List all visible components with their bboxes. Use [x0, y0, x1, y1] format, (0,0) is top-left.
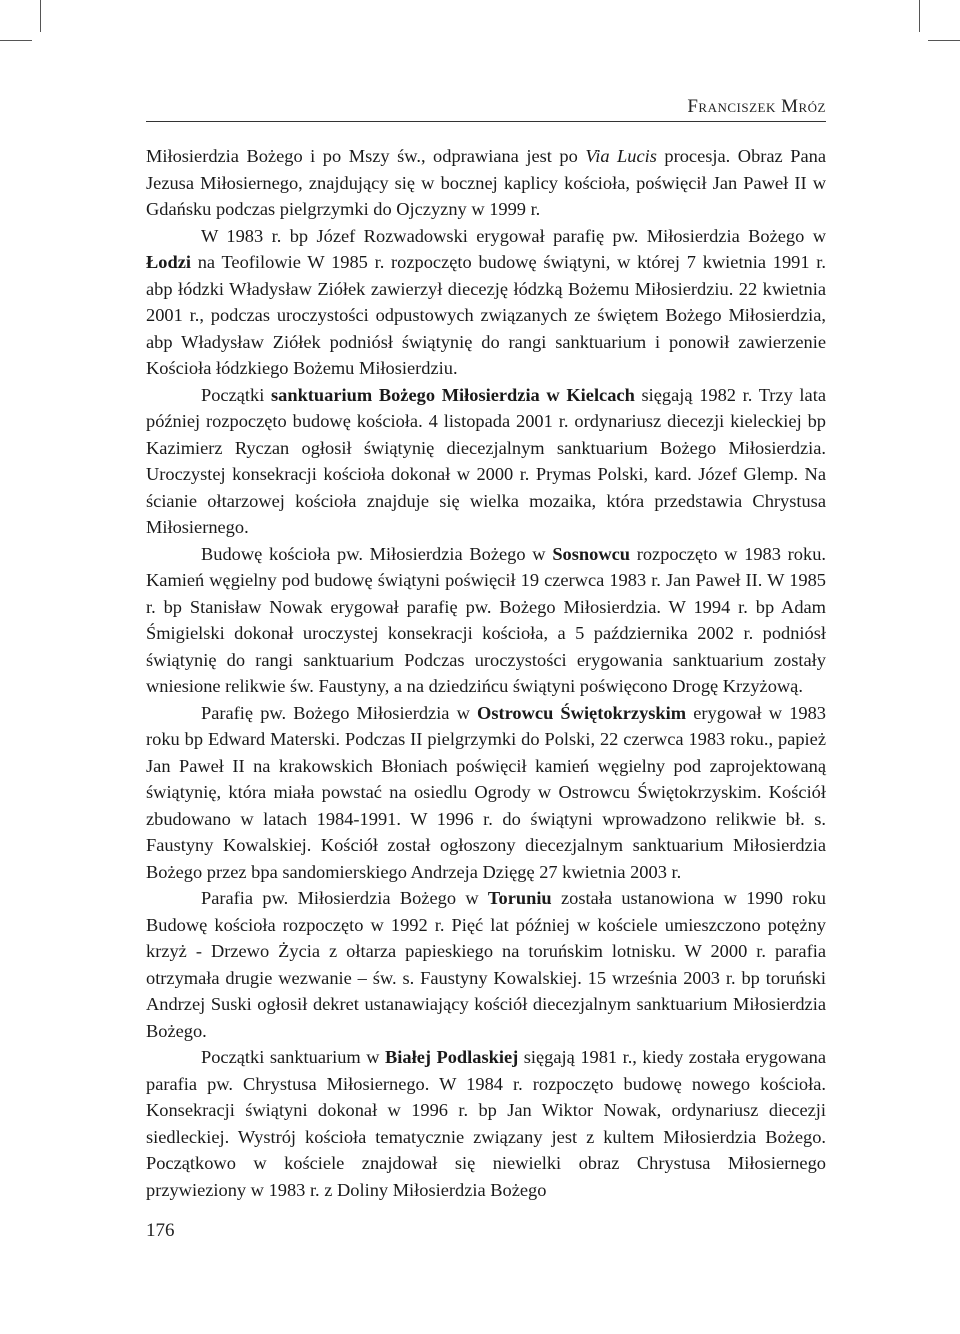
text-run: na Teofilowie W 1985 r. rozpoczęto budowę świątyni, w której 7 kwietnia 1991 r. abp łódzki Władysław Ziółek zawierzył diecezję łódzką Bożemu Miłosierdziu. 22 kwietnia 2001 r., podczas uroczystości odpustowych związanych ze świętem Bożego Miłosierdzia, abp Władysław Ziółek podniósł świątynię do rangi sanktuarium i ponowił zawierzenie Kościoła łódzkiego Bożemu Miłosierdziu.	[146, 252, 826, 378]
place-name: Sosnowcu	[552, 543, 630, 564]
place-name: sanktuarium Bożego Miłosierdzia w Kielcach	[271, 384, 635, 405]
place-name: Toruniu	[487, 888, 552, 908]
crop-mark	[0, 40, 32, 41]
paragraph	[146, 1044, 826, 1203]
text-run: sięgają 1982 r. Trzy lata później rozpoczęto budowę kościoła. 4 listopada 2001 r. ordynariusz diecezji kieleckiej bp Kazimierz Ryczan ogłosił świątynię diecezjalnym sanktuarium Bożego Miłosierdzia. Uroczystej konsekracji kościoła dokonał w 2000 r. Prymas Polski, kard. Józef Glemp. Na ścianie ołtarzowej kościoła znajduje się wielka mozaika, która przedstawia Chrystusa Miłosiernego.	[146, 384, 826, 537]
text-run: Parafia pw. Miłosierdzia Bożego w	[201, 888, 488, 908]
paragraph	[146, 885, 826, 1044]
text-run: Parafię pw. Bożego Miłosierdzia w	[201, 702, 478, 723]
text-run: Początki sanktuarium w	[201, 1047, 386, 1067]
header-rule	[146, 121, 826, 122]
crop-mark	[928, 40, 960, 41]
body-text	[146, 143, 826, 1203]
italic-term: Via Lucis	[585, 146, 657, 166]
paragraph	[146, 700, 826, 886]
paragraph	[146, 143, 826, 223]
text-run: erygował w 1983 roku bp Edward Materski. Podczas II pielgrzymki do Polski, 22 czerwca 1983 roku., papież Jan Paweł II na krakowskich Błoniach poświęcił kamień węgielny pod zaprojektowaną świątynię, która miała powstać na osiedlu Ogrody w Ostrowcu Świętokrzyskim. Kościół zbudowano w latach 1984-1991. W 1996 r. do świątyni wprowadzono relikwie bł. s. Faustyny Kowalskiej. Kościół został ogłoszony diecezjalnym sanktuarium Miłosierdzia Bożego przez bpa sandomierskiego Andrzeja Dzięgę 27 kwietnia 2003 r.	[146, 702, 826, 882]
text-run: W 1983 r. bp Józef Rozwadowski erygował parafię pw. Miłosierdzia Bożego w	[201, 225, 826, 246]
text-run: Budowę kościoła pw. Miłosierdzia Bożego w	[201, 543, 553, 564]
text-run: sięgają 1981 r., kiedy została erygowana parafia pw. Chrystusa Miłosiernego. W 1984 r. rozpoczęto budowę nowego kościoła. Konsekracji świątyni dokonał w 1996 r. bp Jan Wiktor Nowak, ordynariusz diecezji siedleckiej. Wystrój kościoła tematycznie związany jest z kultem Miłosierdzia Bożego. Początkowo w kościele znajdował się niewielki obraz Chrystusa Miłosiernego przywieziony w 1983 r. z Doliny Miłosierdzia Bożego	[146, 1047, 827, 1200]
place-name: Białej Podlaskiej	[385, 1047, 519, 1067]
place-name: Łodzi	[146, 252, 191, 272]
paragraph	[146, 223, 826, 382]
paragraph	[146, 541, 826, 700]
text-run: rozpoczęto w 1983 roku. Kamień węgielny pod budowę świątyni poświęcił 19 czerwca 1983 r. Jan Paweł II. W 1985 r. bp Stanisław Nowak erygował parafię pw. Bożego Miłosierdzia. W 1994 r. bp Adam Śmigielski dokonał uroczystej konsekracji kościoła, a 5 października 2002 r. podniósł świątynię do rangi sanktuarium Podczas uroczystości erygowania sanktuarium zostały wniesione relikwie św. Faustyny, a na dziedzińcu świątyni poświęcono Drogę Krzyżową.	[146, 543, 826, 696]
paragraph	[146, 382, 826, 541]
crop-mark	[40, 0, 41, 32]
crop-mark	[919, 0, 920, 32]
place-name: Ostrowcu Świętokrzyskim	[477, 702, 687, 723]
text-run: procesja. Obraz Pana Jezusa Miłosiernego, znajdujący się w bocznej kaplicy kościoła, poświęcił Jan Paweł II w Gdańsku podczas pielgrzymki do Ojczyzny w 1999 r.	[146, 146, 826, 219]
text-run: Początki	[201, 384, 271, 405]
text-run: została ustanowiona w 1990 roku Budowę kościoła rozpoczęto w 1992 r. Pięć lat później w kościele umieszczono potężny krzyż - Drzewo Życia z ołtarza papieskiego na toruńskim lotnisku. W 2000 r. parafia otrzymała drugie wezwanie – św. s. Faustyny Kowalskiej. 15 września 2003 r. bp toruński Andrzej Suski ogłosił dekret ustanawiający kościół diecezjalnym sanktuarium Miłosierdzia Bożego.	[146, 888, 826, 1041]
text-run: Miłosierdzia Bożego i po Mszy św., odprawiana jest po	[146, 146, 586, 166]
running-head: Franciszek Mróz	[687, 96, 826, 117]
page-number: 176	[146, 1220, 175, 1241]
